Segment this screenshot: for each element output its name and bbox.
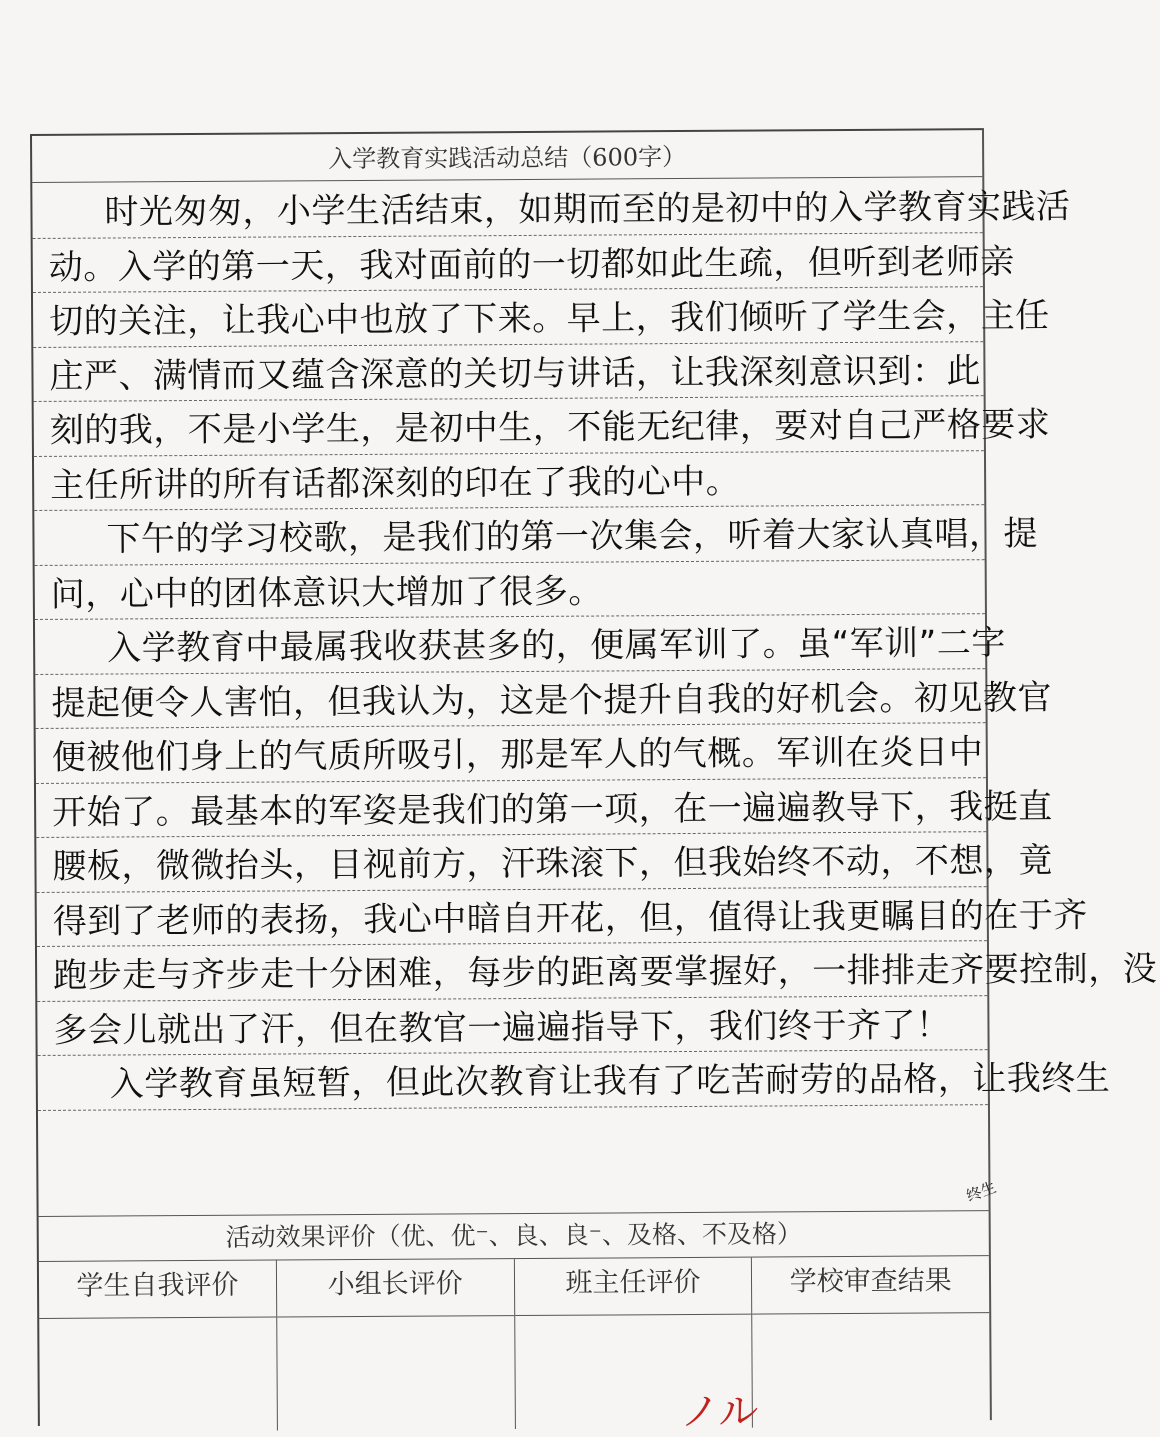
essay-line: 问，心中的团体意识大增加了很多。 [35, 560, 985, 620]
essay-line: 入学教育中最属我收获甚多的，便属军训了。虽“军训”二字 [35, 614, 985, 674]
eval-col-self [39, 1261, 278, 1432]
eval-col-label: 学生自我评价 [39, 1261, 276, 1319]
essay-line: 开始了。最基本的军姿是我们的第一项，在一遍遍教导下，我挺直 [36, 778, 986, 838]
essay-line: 入学教育虽短暂，但此次教育让我有了吃苦耐劳的品格，让我终生 [38, 1050, 988, 1110]
handwritten-essay [32, 178, 1158, 1110]
essay-line: 腰板，微微抬头，目视前方，汗珠滚下，但我始终不动，不想，竟 [36, 832, 986, 892]
activity-summary-sheet [30, 128, 1158, 1426]
essay-line: 多会儿就出了汗，但在教官一遍遍指导下，我们终于齐了！ [37, 996, 987, 1056]
eval-col-group-leader [277, 1259, 516, 1430]
essay-line: 主任所讲的所有话都深刻的印在了我的心中。 [34, 451, 984, 511]
essay-line: 得到了老师的表扬，我心中暗自开花，但，值得让我更瞩目的在于齐 [37, 887, 987, 947]
essay-line: 刻的我，不是小学生，是初中生，不能无纪律，要对自己严格要求 [34, 396, 984, 456]
essay-line: 提起便令人害怕，但我认为，这是个提升自我的好机会。初见教官 [35, 669, 985, 729]
eval-col-school-review [752, 1256, 990, 1427]
essay-line: 切的关注，让我心中也放了下来。早上，我们倾听了学生会，主任 [33, 287, 983, 347]
essay-line: 动。入学的第一天，我对面前的一切都如此生疏，但听到老师亲 [33, 233, 983, 293]
eval-col-label: 班主任评价 [514, 1258, 751, 1316]
evaluation-header: 活动效果评价（优、优⁻、良、良⁻、及格、不及格） [39, 1210, 989, 1262]
red-grade-mark: ノル [680, 1389, 759, 1435]
essay-line: 跑步走与齐步走十分困难，每步的距离要掌握好，一排排走齐要控制，没 [37, 941, 987, 1001]
evaluation-table [39, 1256, 990, 1432]
essay-line: 时光匆匆，小学生活结束，如期而至的是初中的入学教育实践活 [32, 178, 982, 238]
margin-note: 终生 [964, 1178, 999, 1206]
essay-line: 庄严、满情而又蕴含深意的关切与讲话，让我深刻意识到：此 [33, 342, 983, 402]
eval-col-label: 小组长评价 [277, 1259, 514, 1317]
essay-line: 便被他们身上的气质所吸引，那是军人的气概。军训在炎日中 [36, 723, 986, 783]
essay-line: 下午的学习校歌，是我们的第一次集会，听着大家认真唱，提 [34, 505, 984, 565]
eval-col-label: 学校审查结果 [752, 1256, 989, 1314]
form-title: 入学教育实践活动总结（600字） [32, 134, 982, 183]
